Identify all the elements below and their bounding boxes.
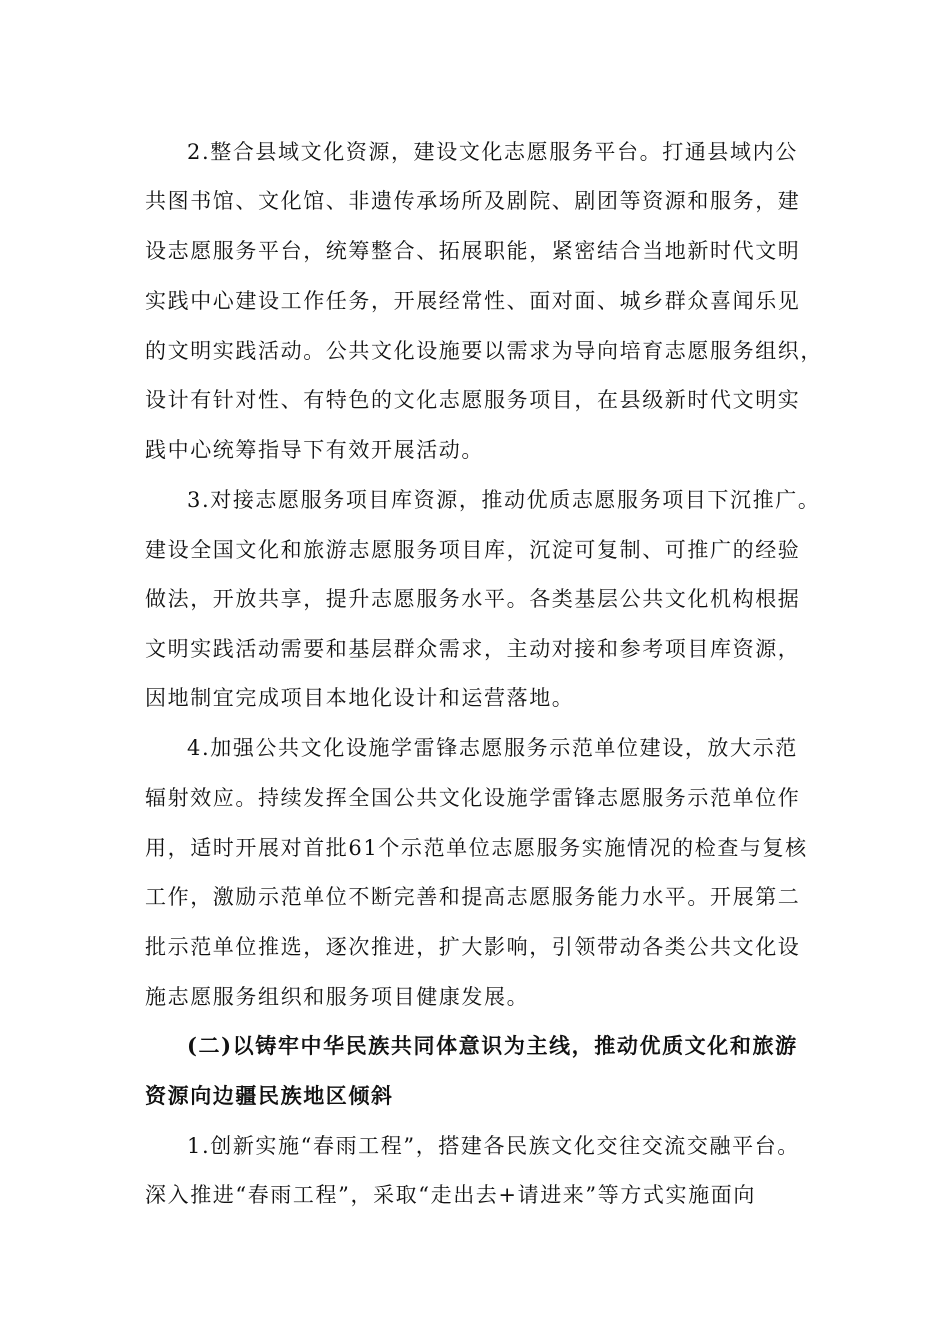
paragraph-line: 2.整合县域文化资源，建设文化志愿服务平台。打通县域内公 bbox=[187, 140, 798, 164]
paragraph-line: 建设全国文化和旅游志愿服务项目库，沉淀可复制、可推广的经验 bbox=[145, 538, 801, 562]
paragraph-line: 践中心统筹指导下有效开展活动。 bbox=[145, 438, 484, 462]
paragraph-line: 深入推进“春雨工程”，采取“走出去+请进来”等方式实施面向 bbox=[145, 1183, 756, 1207]
section-heading-line: (二)以铸牢中华民族共同体意识为主线，推动优质文化和旅游 bbox=[187, 1033, 798, 1058]
paragraph-line: 用，适时开展对首批61个示范单位志愿服务实施情况的检查与复核 bbox=[145, 836, 808, 860]
paragraph-line: 设计有针对性、有特色的文化志愿服务项目，在县级新时代文明实 bbox=[145, 388, 801, 412]
paragraph-line: 共图书馆、文化馆、非遗传承场所及剧院、剧团等资源和服务，建 bbox=[145, 189, 801, 213]
paragraph-line: 因地制宜完成项目本地化设计和运营落地。 bbox=[145, 686, 575, 710]
paragraph-line: 做法，开放共享，提升志愿服务水平。各类基层公共文化机构根据 bbox=[145, 587, 801, 611]
paragraph-line: 文明实践活动需要和基层群众需求，主动对接和参考项目库资源， bbox=[145, 637, 801, 661]
paragraph-line: 的文明实践活动。公共文化设施要以需求为导向培育志愿服务组织， bbox=[145, 339, 823, 363]
paragraph-line: 设志愿服务平台，统筹整合、拓展职能，紧密结合当地新时代文明 bbox=[145, 239, 801, 263]
paragraph-line: 3.对接志愿服务项目库资源，推动优质志愿服务项目下沉推广。 bbox=[187, 488, 821, 512]
paragraph-line: 工作，激励示范单位不断完善和提高志愿服务能力水平。开展第二 bbox=[145, 885, 801, 909]
paragraph-line: 批示范单位推选，逐次推进，扩大影响，引领带动各类公共文化设 bbox=[145, 935, 801, 959]
paragraph-line: 辐射效应。持续发挥全国公共文化设施学雷锋志愿服务示范单位作 bbox=[145, 786, 801, 810]
paragraph-line: 4.加强公共文化设施学雷锋志愿服务示范单位建设，放大示范 bbox=[187, 736, 798, 760]
paragraph-line: 1.创新实施“春雨工程”，搭建各民族文化交往交流交融平台。 bbox=[187, 1134, 800, 1158]
paragraph-line: 实践中心建设工作任务，开展经常性、面对面、城乡群众喜闻乐见 bbox=[145, 289, 801, 313]
paragraph-line: 施志愿服务组织和服务项目健康发展。 bbox=[145, 985, 530, 1009]
section-heading-line: 资源向边疆民族地区倾斜 bbox=[145, 1083, 394, 1108]
